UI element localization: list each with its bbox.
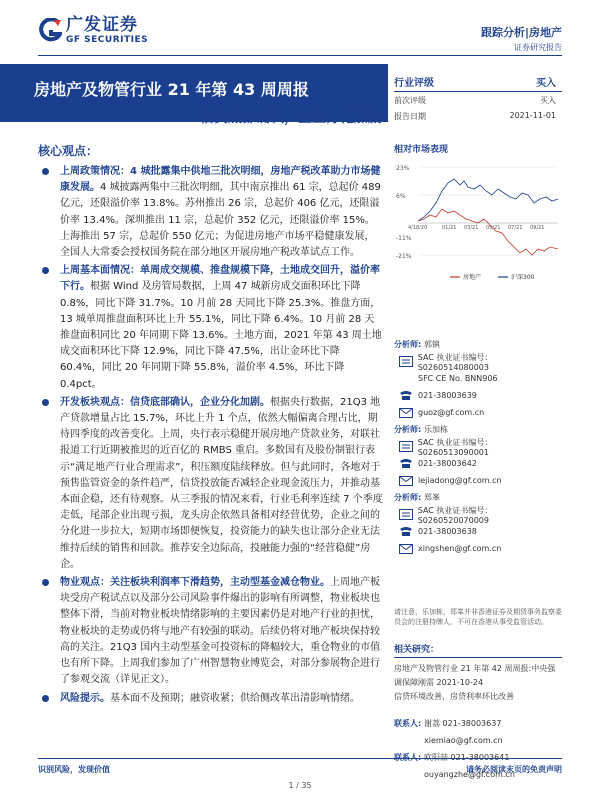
page-number: 1 / 35	[288, 781, 312, 790]
contact-name: 谢荔 021-38003637	[424, 719, 502, 728]
footer-disclaimer: 请务必阅读末页的免责声明	[466, 765, 562, 774]
market-title: 相对市场表现	[394, 145, 449, 155]
related-item[interactable]	[394, 662, 562, 704]
report-date-label: 报告日期	[394, 112, 426, 121]
logo-en: GF SECURITIES	[66, 35, 149, 45]
x-tick: 07/21	[508, 225, 523, 231]
related-title: 相关研究：	[394, 642, 562, 658]
bullet-property-mgmt	[38, 575, 384, 688]
report-title: 房地产及物管行业 21 年第 43 周周报	[34, 80, 309, 99]
header-divider	[38, 55, 562, 56]
legend-real-estate: 房地产	[463, 274, 482, 281]
related-item-2[interactable]: 信贷环境改善，房贷利率环比改善	[394, 692, 514, 701]
bullet-text: 基本面不及预期；融资收紧；供给侧改革出清影响情绪。	[110, 692, 360, 704]
bullet-heading: 上周政策情况：4 城批露集中供地三批次明细，房地产税改革助力市场健康发展。	[60, 166, 381, 194]
gf-logo	[38, 16, 148, 45]
bullet-text: 根据 Wind 及房管局数据，上周 47 城新房成交面积环比下降 0.8%，同比下降 31.7%。10 月前 28 天同比下降 25.3%。推盘方面，13 城单周推盘面积环比上升 55.1%，同比下降 6.4%。10 月前 28 天推盘面积同比 20 年同期下降 13.6%。土地方面，2021 年第 43 周土地成交面积环比下降 12.9%，同比下降 47.5%，出让金环比下降 60.4%，同比 20 年同期下降 55.8%，溢价率 4.5%，环比下降 0.4pct。	[60, 281, 382, 390]
footer-slogan: 识别风险，发现价值	[38, 765, 110, 774]
y-tick: 23%	[396, 165, 410, 172]
bullet-development	[38, 395, 384, 573]
report-type: 证券研究报告	[514, 43, 562, 52]
analyst-email[interactable]: lejiadong@gf.com.cn	[418, 476, 502, 485]
report-date-value: 2021-11-01	[509, 111, 556, 120]
bullet-risk	[38, 691, 384, 707]
analyst-phone: 021-38003638	[418, 527, 477, 536]
analyst-sac: SAC 执业证书编号：S0260513090001	[417, 437, 493, 457]
analyst-sfc: SFC CE No. BNN906	[418, 374, 498, 383]
prev-rating-value: 买入	[540, 96, 556, 105]
analyst-email[interactable]: xingshen@gf.com.cn	[418, 544, 502, 553]
analyst-label: 分析师:	[394, 493, 422, 502]
logo-cn: 广发证券	[66, 15, 138, 35]
mail-icon	[394, 544, 418, 554]
gf-logo-icon	[38, 18, 62, 44]
bullet-heading: 上周基本面情况：单周成交规模、推盘规模下降，土地成交回升，溢价率下行。	[60, 265, 380, 293]
id-card-icon	[394, 441, 418, 452]
x-tick: 05/21	[486, 225, 501, 231]
related-item-1[interactable]: 房地产及物管行业 21 年第 42 周周报:中央强调保障刚需 2021-10-24	[394, 664, 556, 687]
id-card-icon	[394, 356, 418, 367]
x-tick: 01/21	[442, 225, 457, 231]
x-tick: 4/18/20	[408, 225, 428, 231]
core-view-body	[38, 164, 384, 709]
report-category: 跟踪分析|房地产	[480, 26, 562, 39]
bullet-text: 根据央行数据，21Q3 地产贷款增量占比 15.7%，环比上升 1 个点，依然大幅偏离合理占比，期待四季度的改善变化。上周，央行表示稳健开展房地产贷款业务，对联社报道工行近期被推迟的近百亿的 RMBS 重启。多数国有及股份制银行表示“满足地产行业合理需求”，积压额度陆续释放。但与此同时，各地对于预售监管资金的条件趋严，信贷投放能否减轻企业现金流压力，并推动基本面企稳，还有待观察。从三季报的情况来看，行业毛利率连续 7 个季度走低，尾部企业出现亏损，龙头房企依然具备相对经营优势，企业之间的分化进一步拉大，短期市场即便恢复，投资能力的缺失也让部分企业无法维持后续的销售和回款。推荐安全边际高，投融能力强的“经营稳健”房企。	[60, 396, 383, 570]
report-header	[0, 0, 600, 54]
analyst-disclaimer: 请注意，乐加栋，郑峯并非香港证券及期货事务监察委员会的注册持牌人，不可在香港从事受监管活动。	[394, 608, 562, 626]
analyst-name: 郑峯	[424, 493, 440, 502]
series-real-estate	[418, 209, 558, 255]
analyst-email[interactable]: guoz@gf.com.cn	[418, 408, 485, 417]
bullet-heading: 风险提示。	[60, 692, 110, 704]
bullet-fundamentals	[38, 263, 384, 393]
analyst-label: 分析师:	[394, 340, 422, 349]
id-card-icon	[394, 509, 418, 520]
analyst-name: 乐加栋	[424, 425, 448, 434]
y-tick: -21%	[396, 253, 412, 260]
rating-value: 买入	[536, 78, 556, 89]
prev-rating-label: 前次评级	[394, 96, 426, 105]
analyst-phone: 021-38003639	[418, 391, 477, 400]
rating-label: 行业评级	[394, 78, 434, 89]
y-tick: -11%	[396, 235, 412, 242]
analyst-1	[394, 336, 562, 421]
analyst-3	[394, 489, 562, 557]
series-hs300	[418, 179, 558, 221]
analyst-sac: SAC 执业证书编号：S0260520070009	[417, 505, 493, 525]
bullet-heading: 物业观点：关注板块利润率下滑趋势，主动型基金减仓物业。	[60, 577, 330, 589]
contact-email[interactable]: ouyangzhe@gf.com.cn	[424, 770, 515, 779]
bullet-text: 上周地产板块受房产税试点以及部分公司风险事件爆出的影响有所调整，物业板块也整体下滑，当前对物业板块情绪影响的主要因素仍是对地产行业的担忧，物业板块的走势或仍将与地产有较强的联动。后续仍将对地产板块保持较高的关注。21Q3 国内主动型基金可投资标的降幅较大，重仓物业的市值也有所下降。上周我们参加了广州智慧物业博览会，对部分参展物企进行了参观交流（详见正文）。	[60, 577, 381, 686]
phone-icon	[394, 458, 418, 469]
mail-icon	[394, 408, 418, 418]
related-research	[394, 642, 562, 704]
contact-email[interactable]: xiemiao@gf.com.cn	[424, 736, 503, 745]
bullet-policy	[38, 164, 384, 261]
market-performance	[394, 142, 562, 287]
phone-icon	[394, 526, 418, 537]
report-subtitle: 信贷底部确认，企业分化加剧	[200, 110, 382, 126]
footer-divider	[38, 758, 562, 759]
x-tick: 09/21	[530, 225, 545, 231]
analyst-list	[394, 336, 562, 557]
y-tick: 6%	[396, 193, 406, 200]
bullet-heading: 开发板块观点：信贷底部确认，企业分化加剧。	[60, 396, 270, 408]
analyst-label: 分析师:	[394, 425, 422, 434]
bullet-text: 4 城披露两集中三批次明细，其中南京推出 61 宗，总起价 489 亿元，还限溢价率 13.8%。苏州推出 26 宗，总起价 406 亿元，还限溢价率 13.4%。深圳推出 11 宗，总起价 352 亿元，还限溢价率 15%。上海推出 57 宗，总起价 550 亿元；为促进房地产市场平稳健康发展，全国人大常委会授权国务院在部分地区开展房地产税改革试点工作。	[60, 182, 381, 259]
mail-icon	[394, 476, 418, 486]
phone-icon	[394, 390, 418, 401]
analyst-phone: 021-38003642	[418, 459, 477, 468]
x-tick: 03/21	[464, 225, 479, 231]
core-view-title: 核心观点：	[38, 144, 99, 158]
analyst-name: 郭镇	[424, 340, 440, 349]
analyst-sac: SAC 执业证书编号：S0260514080003	[417, 352, 493, 372]
rating-box	[394, 74, 562, 124]
analyst-2	[394, 421, 562, 489]
legend-hs300: 沪深300	[511, 274, 535, 281]
market-chart	[394, 159, 562, 287]
market-chart-svg	[394, 159, 562, 287]
contact-label: 联系人:	[394, 719, 422, 728]
